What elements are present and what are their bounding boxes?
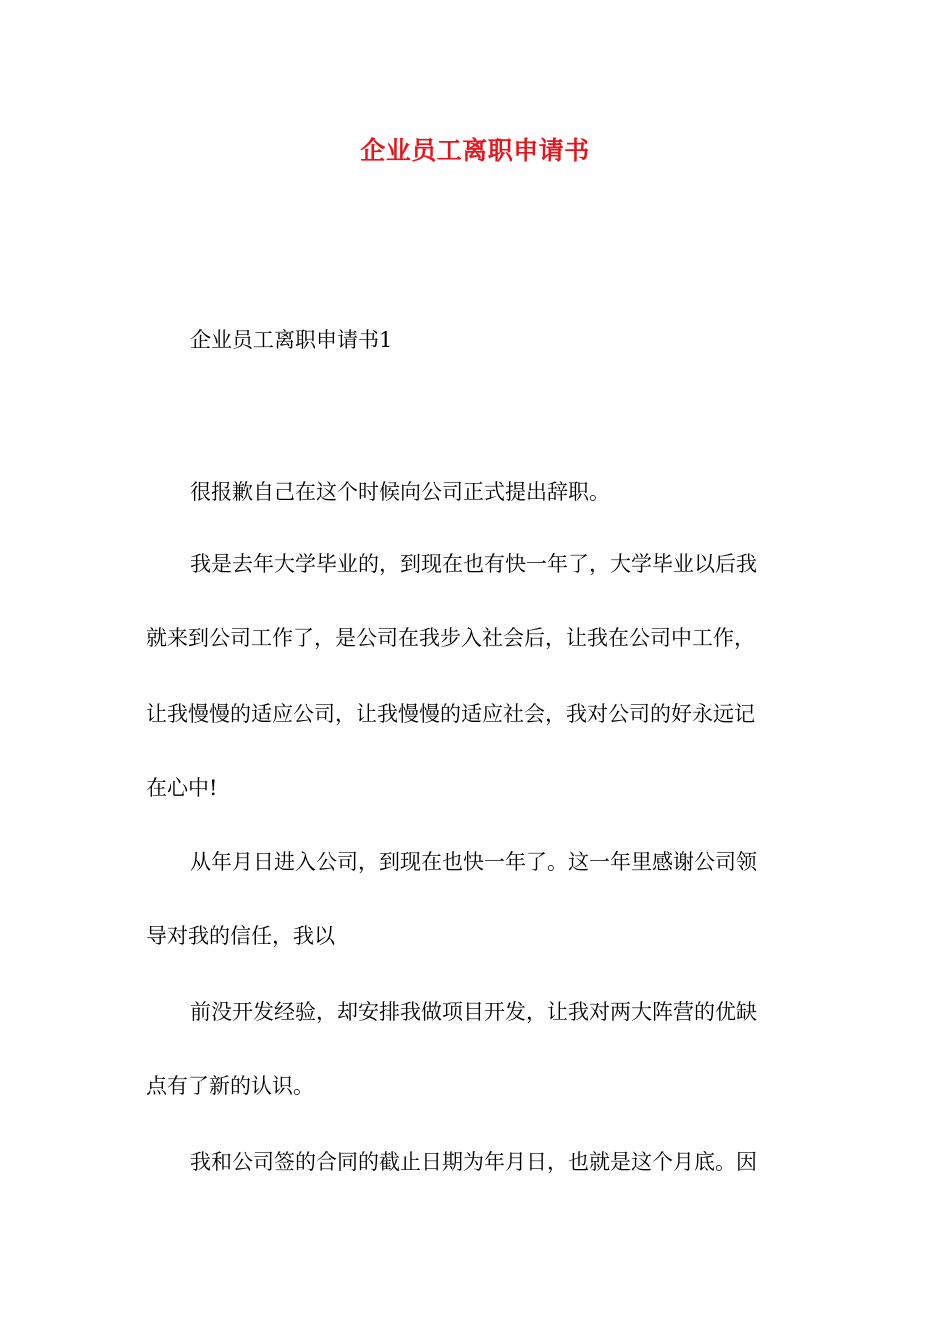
paragraph-line: 在心中! bbox=[146, 776, 218, 800]
paragraph-line: 很报歉自己在这个时候向公司正式提出辞职。 bbox=[190, 480, 610, 504]
paragraph-line: 我和公司签的合同的截止日期为年月日，也就是这个月底。因 bbox=[190, 1150, 757, 1174]
document-title: 企业员工离职申请书 bbox=[360, 136, 590, 165]
paragraph-line: 就来到公司工作了，是公司在我步入社会后，让我在公司中工作， bbox=[146, 626, 755, 650]
paragraph-line: 让我慢慢的适应公司，让我慢慢的适应社会，我对公司的好永远记 bbox=[146, 702, 755, 726]
paragraph-line: 从年月日进入公司，到现在也快一年了。这一年里感谢公司领 bbox=[190, 850, 757, 874]
section-heading: 企业员工离职申请书1 bbox=[190, 328, 393, 352]
paragraph-line: 前没开发经验，却安排我做项目开发，让我对两大阵营的优缺 bbox=[190, 1000, 757, 1024]
paragraph-line: 我是去年大学毕业的，到现在也有快一年了，大学毕业以后我 bbox=[190, 552, 757, 576]
paragraph-line: 点有了新的认识。 bbox=[146, 1074, 314, 1098]
paragraph-line: 导对我的信任，我以 bbox=[146, 924, 335, 948]
